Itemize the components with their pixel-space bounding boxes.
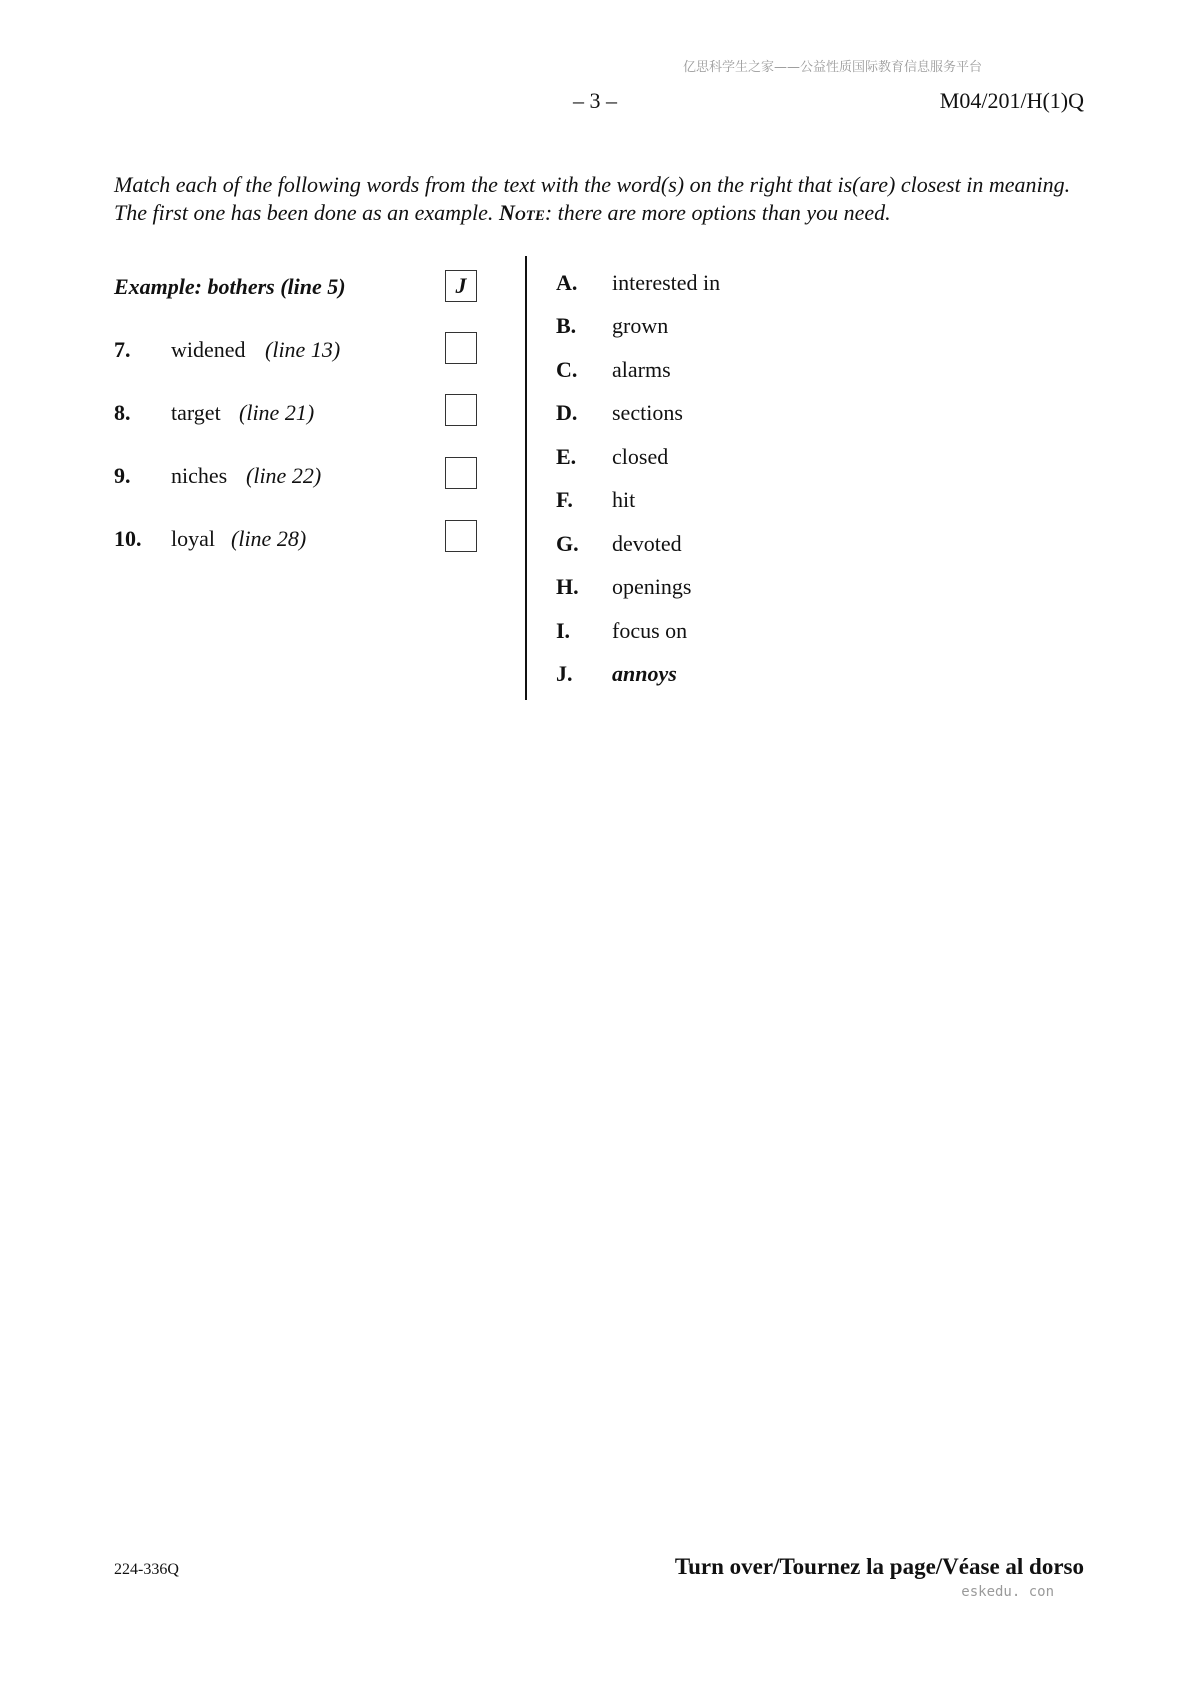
option-g-letter: G.: [556, 531, 579, 556]
example-label: Example: bothers (line 5): [114, 274, 346, 299]
note-text: : there are more options than you need.: [544, 200, 891, 225]
question-9-answer-box[interactable]: [445, 457, 477, 489]
question-7-number: 7.: [114, 337, 131, 362]
question-7-word: widened: [171, 337, 246, 362]
option-b-letter: B.: [556, 313, 577, 338]
option-c-letter: C.: [556, 357, 578, 382]
question-10-word: loyal: [171, 526, 215, 551]
turn-over-text: Turn over/Tournez la page/Véase al dorso: [674, 1554, 1084, 1579]
option-e-letter: E.: [556, 444, 577, 469]
option-f-text: hit: [612, 487, 636, 512]
option-j-text: annoys: [612, 661, 677, 686]
question-10-number: 10.: [114, 526, 142, 551]
instructions-text: Match each of the following words from the text with the word(s) on the right that is(are) closest in meaning. The first one has been done as an example.: [114, 172, 1071, 225]
option-g-text: devoted: [612, 531, 682, 556]
column-divider: [525, 256, 527, 700]
question-8-word: target: [171, 400, 221, 425]
option-a-letter: A.: [556, 270, 578, 295]
question-10-answer-box[interactable]: [445, 520, 477, 552]
option-j-letter: J.: [556, 661, 573, 686]
option-i-letter: I.: [556, 618, 571, 643]
question-9-number: 9.: [114, 463, 131, 488]
question-7-line-ref: (line 13): [265, 337, 341, 362]
option-f-letter: F.: [556, 487, 573, 512]
option-h-letter: H.: [556, 574, 579, 599]
option-h-text: openings: [612, 574, 692, 599]
option-a-text: interested in: [612, 270, 721, 295]
instructions: [114, 171, 1084, 227]
option-d-text: sections: [612, 400, 683, 425]
option-c-text: alarms: [612, 357, 671, 382]
option-d-letter: D.: [556, 400, 578, 425]
question-8-answer-box[interactable]: [445, 394, 477, 426]
note-label: Note: [498, 200, 545, 225]
question-9-word: niches: [171, 463, 228, 488]
question-8-number: 8.: [114, 400, 131, 425]
document-id: 224-336Q: [114, 1561, 179, 1578]
option-e-text: closed: [612, 444, 669, 469]
paper-code: M04/201/H(1)Q: [939, 88, 1084, 113]
page-number: – 3 –: [573, 88, 617, 113]
option-b-text: grown: [612, 313, 669, 338]
question-10-line-ref: (line 28): [231, 526, 307, 551]
example-answer-box: J: [445, 270, 477, 302]
question-7-answer-box[interactable]: [445, 332, 477, 364]
question-9-line-ref: (line 22): [246, 463, 322, 488]
option-i-text: focus on: [612, 618, 688, 643]
header-watermark: 亿思科学生之家——公益性质国际教育信息服务平台: [683, 60, 983, 75]
footer-watermark: eskedu. con: [961, 1584, 1054, 1600]
question-8-line-ref: (line 21): [239, 400, 315, 425]
